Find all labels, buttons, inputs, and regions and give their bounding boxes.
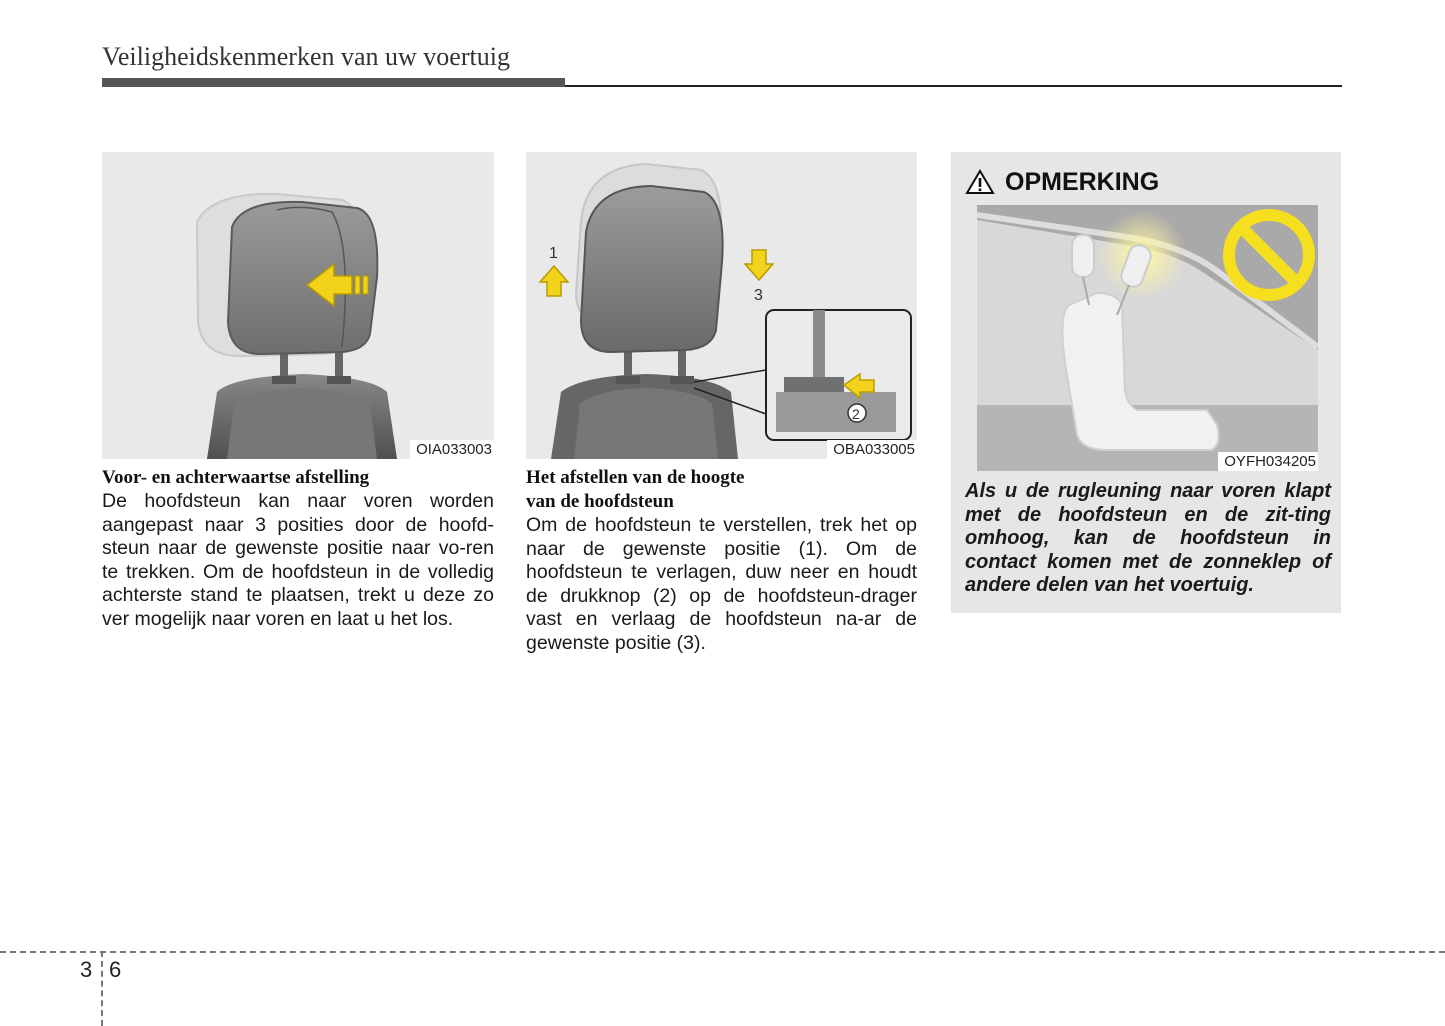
warning-triangle-icon bbox=[965, 169, 995, 195]
header-rule-thick bbox=[102, 78, 565, 87]
footer-separator bbox=[101, 951, 103, 1026]
headrest-height-illustration bbox=[526, 152, 917, 459]
section-heading bbox=[526, 466, 917, 514]
note-title: OPMERKING bbox=[1005, 167, 1160, 196]
headrest-forward-illustration bbox=[102, 152, 494, 459]
chapter-number: 3 bbox=[80, 957, 93, 982]
sunvisor-contact-illustration bbox=[977, 205, 1318, 471]
figure-code: OBA033005 bbox=[827, 440, 917, 459]
button-label-2: 2 bbox=[852, 406, 860, 422]
footer-divider bbox=[0, 951, 1445, 953]
section-body: De hoofdsteun kan naar voren worden aangepast naar 3 posities door de hoofd-steun naar de gewenste positie naar vo-ren te trekken. Om de hoofdsteun in de volledig achterste stand te plaatsen, trekt u deze zo ver mogelijk naar voren en laat u het los. bbox=[102, 490, 494, 630]
section-body: Om de hoofdsteun te verstellen, trek het op naar de gewenste positie (1). Om de hoofdsteun te verlagen, duw neer en houdt de drukknop (2) op de hoofdsteun-drager vast en verlaag de hoofdsteun na-ar de gewenste positie (3). bbox=[526, 514, 917, 654]
note-header bbox=[965, 166, 1159, 198]
figure-code: OIA033003 bbox=[410, 440, 494, 459]
note-box bbox=[951, 152, 1341, 613]
arrow-label-1: 1 bbox=[549, 245, 558, 262]
figure-code: OYFH034205 bbox=[1218, 452, 1318, 471]
headrest-forward-drawing bbox=[102, 152, 494, 459]
page-title: Veiligheidskenmerken van uw voertuig bbox=[102, 42, 510, 71]
page-number: 6 bbox=[109, 957, 122, 982]
section-height-adjust bbox=[526, 152, 917, 655]
section-forward-backward bbox=[102, 152, 494, 631]
section-heading: Voor- en achterwaartse afstelling bbox=[102, 467, 370, 488]
sunvisor-contact-drawing bbox=[977, 205, 1318, 471]
section-heading-line1: Het afstellen van de hoogte bbox=[526, 467, 745, 488]
arrow-label-3: 3 bbox=[754, 287, 763, 304]
header-rule-thin bbox=[565, 85, 1342, 87]
note-text: Als u de rugleuning naar voren klapt met de hoofdsteun en de zit-ting omhoog, kan de hoofdsteun in contact komen met de zonneklep of andere delen van het voertuig. bbox=[965, 480, 1331, 596]
page-header bbox=[102, 38, 1342, 90]
section-heading-line2: van de hoofdsteun bbox=[526, 491, 674, 512]
headrest-height-drawing bbox=[526, 152, 917, 459]
